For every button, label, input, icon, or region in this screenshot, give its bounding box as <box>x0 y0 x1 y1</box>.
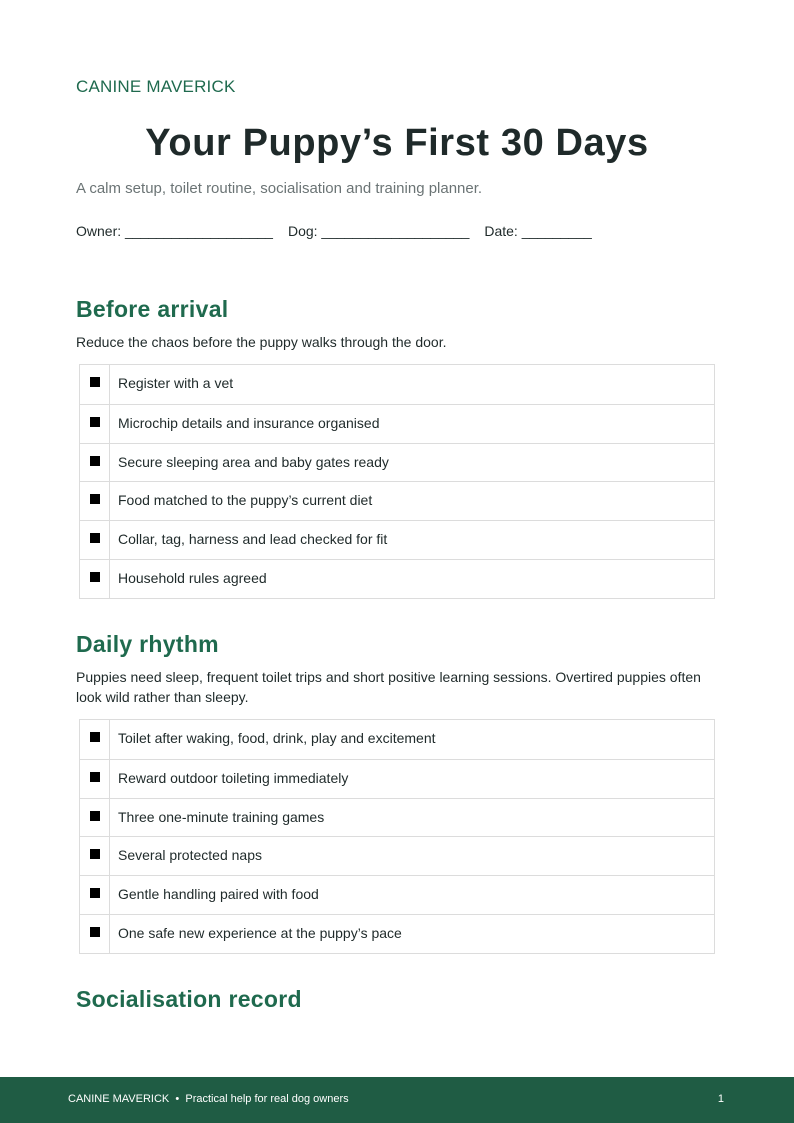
checklist-item-label: Household rules agreed <box>118 569 267 586</box>
section-intro-before-arrival: Reduce the chaos before the puppy walks through the door. <box>76 334 447 350</box>
brand-name: CANINE MAVERICK <box>76 77 236 96</box>
checkbox-icon[interactable] <box>90 456 100 466</box>
date-field[interactable]: Date: _________ <box>484 223 592 239</box>
owner-field[interactable]: Owner: ___________________ <box>76 223 273 239</box>
section-title-socialisation-record: Socialisation record <box>76 986 302 1012</box>
checklist-item-label: Register with a vet <box>118 375 234 391</box>
checklist-item-label: One safe new experience at the puppy’s pace <box>118 924 402 941</box>
checklist-row <box>80 836 714 875</box>
checkbox-icon[interactable] <box>90 732 100 742</box>
checklist-item-label: Three one-minute training games <box>118 808 325 825</box>
checkbox-icon[interactable] <box>90 811 100 821</box>
footer-tagline: Practical help for real dog owners <box>185 1093 349 1105</box>
checklist-row <box>80 520 714 559</box>
section-title-before-arrival: Before arrival <box>76 296 229 322</box>
checklist-row <box>80 365 714 404</box>
checklist-row <box>80 798 714 837</box>
checkbox-icon[interactable] <box>90 849 100 859</box>
checklist-item-label: Collar, tag, harness and lead checked for fit <box>118 531 388 547</box>
checklist-daily-rhythm <box>79 719 715 954</box>
page-subtitle: A calm setup, toilet routine, socialisation and training planner. <box>76 180 483 197</box>
footer-separator: • <box>175 1093 180 1105</box>
checklist-row <box>80 914 714 953</box>
checkbox-icon[interactable] <box>90 927 100 937</box>
checklist-row <box>80 443 714 482</box>
checkbox-icon[interactable] <box>90 494 100 504</box>
checklist-item-label: Food matched to the puppy’s current diet <box>118 492 373 509</box>
checklist-item-label: Microchip details and insurance organised <box>118 414 380 431</box>
checklist-item-label: Secure sleeping area and baby gates ready <box>118 453 389 470</box>
page-number: 1 <box>717 1093 724 1105</box>
checklist-row <box>80 875 714 914</box>
checklist-item-label: Reward outdoor toileting immediately <box>118 769 349 786</box>
checklist-before-arrival <box>79 364 715 599</box>
checklist-item-label: Gentle handling paired with food <box>118 886 319 902</box>
checkbox-icon[interactable] <box>90 572 100 582</box>
checklist-row <box>80 759 714 798</box>
checklist-row <box>80 559 714 598</box>
footer-brand: CANINE MAVERICK <box>68 1093 170 1105</box>
dog-field[interactable]: Dog: ___________________ <box>287 223 470 239</box>
checkbox-icon[interactable] <box>90 888 100 898</box>
section-intro-daily-rhythm: Puppies need sleep, frequent toilet trips and short positive learning sessions. Overtired puppies often look wild rather than sleepy. <box>76 669 701 705</box>
checklist-row <box>80 481 714 520</box>
checklist-row <box>80 720 714 759</box>
info-fields <box>76 223 607 239</box>
checkbox-icon[interactable] <box>90 533 100 543</box>
checkbox-icon[interactable] <box>90 417 100 427</box>
checklist-item-label: Toilet after waking, food, drink, play and excitement <box>118 730 436 746</box>
checkbox-icon[interactable] <box>90 377 100 387</box>
checkbox-icon[interactable] <box>90 772 100 782</box>
checklist-row <box>80 404 714 443</box>
page-title: Your Puppy’s First 30 Days <box>145 122 649 164</box>
section-title-daily-rhythm: Daily rhythm <box>76 631 219 657</box>
checklist-item-label: Several protected naps <box>118 847 262 864</box>
page-footer <box>0 1077 794 1123</box>
